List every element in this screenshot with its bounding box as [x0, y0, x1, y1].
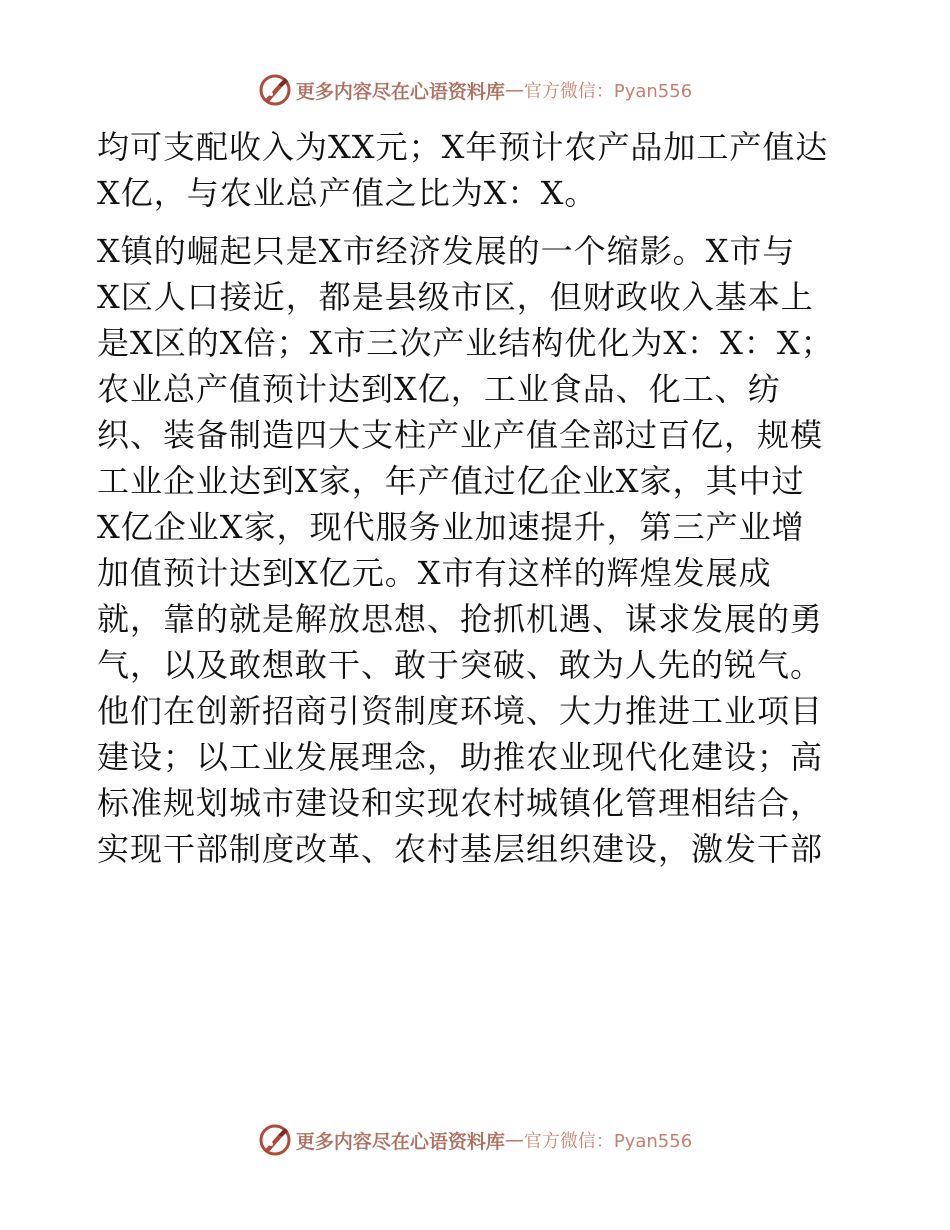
header-watermark-banner — [0, 70, 950, 110]
text-line: 是X区的X倍；X市三次产业结构优化为X：X：X； — [97, 324, 834, 362]
text-line: 建设；以工业发展理念，助推农业现代化建设；高 — [97, 738, 824, 776]
text-line: 均可支配收入为XX元；X年预计农产品加工产值达 — [97, 128, 829, 166]
footer-watermark-banner — [0, 1120, 950, 1160]
paragraph-2 — [97, 228, 857, 872]
text-line: 织、装备制造四大支柱产业产值全部过百亿，规模 — [97, 416, 824, 454]
text-line: 他们在创新招商引资制度环境、大力推进工业项目 — [97, 692, 824, 730]
paragraph-gap — [97, 216, 857, 228]
text-line: 实现干部制度改革、农村基层组织建设，激发干部 — [97, 830, 824, 868]
text-line: 气，以及敢想敢干、敢于突破、敢为人先的锐气。 — [97, 646, 824, 684]
text-line: X亿，与农业总产值之比为X：X。 — [97, 174, 598, 212]
footer-banner-wechat-text: 官方微信：Pyan556 — [523, 1131, 693, 1152]
text-line: 加值预计达到X亿元。X市有这样的辉煌发展成 — [97, 554, 772, 592]
pen-logo-icon — [258, 1123, 292, 1157]
header-banner-main-text: 更多内容尽在心语资料库 — [295, 80, 505, 103]
text-line: X镇的崛起只是X市经济发展的一个缩影。X市与 — [97, 232, 796, 270]
text-line: X区人口接近，都是县级市区，但财政收入基本上 — [97, 278, 814, 316]
header-banner-dash: — — [504, 79, 524, 101]
text-line: X亿企业X家，现代服务业加速提升，第三产业增 — [97, 508, 805, 546]
footer-banner-dash: — — [504, 1129, 524, 1151]
pen-logo-icon — [258, 73, 292, 107]
header-banner-wechat-text: 官方微信：Pyan556 — [523, 81, 693, 102]
paragraph-1 — [97, 124, 857, 216]
text-line: 标准规划城市建设和实现农村城镇化管理相结合， — [97, 784, 824, 822]
text-line: 农业总产值预计达到X亿，工业食品、化工、纺 — [97, 370, 781, 408]
footer-banner-main-text: 更多内容尽在心语资料库 — [295, 1130, 505, 1153]
document-body — [97, 124, 857, 872]
text-line: 工业企业达到X家，年产值过亿企业X家，其中过 — [97, 462, 805, 500]
text-line: 就，靠的就是解放思想、抢抓机遇、谋求发展的勇 — [97, 600, 824, 638]
